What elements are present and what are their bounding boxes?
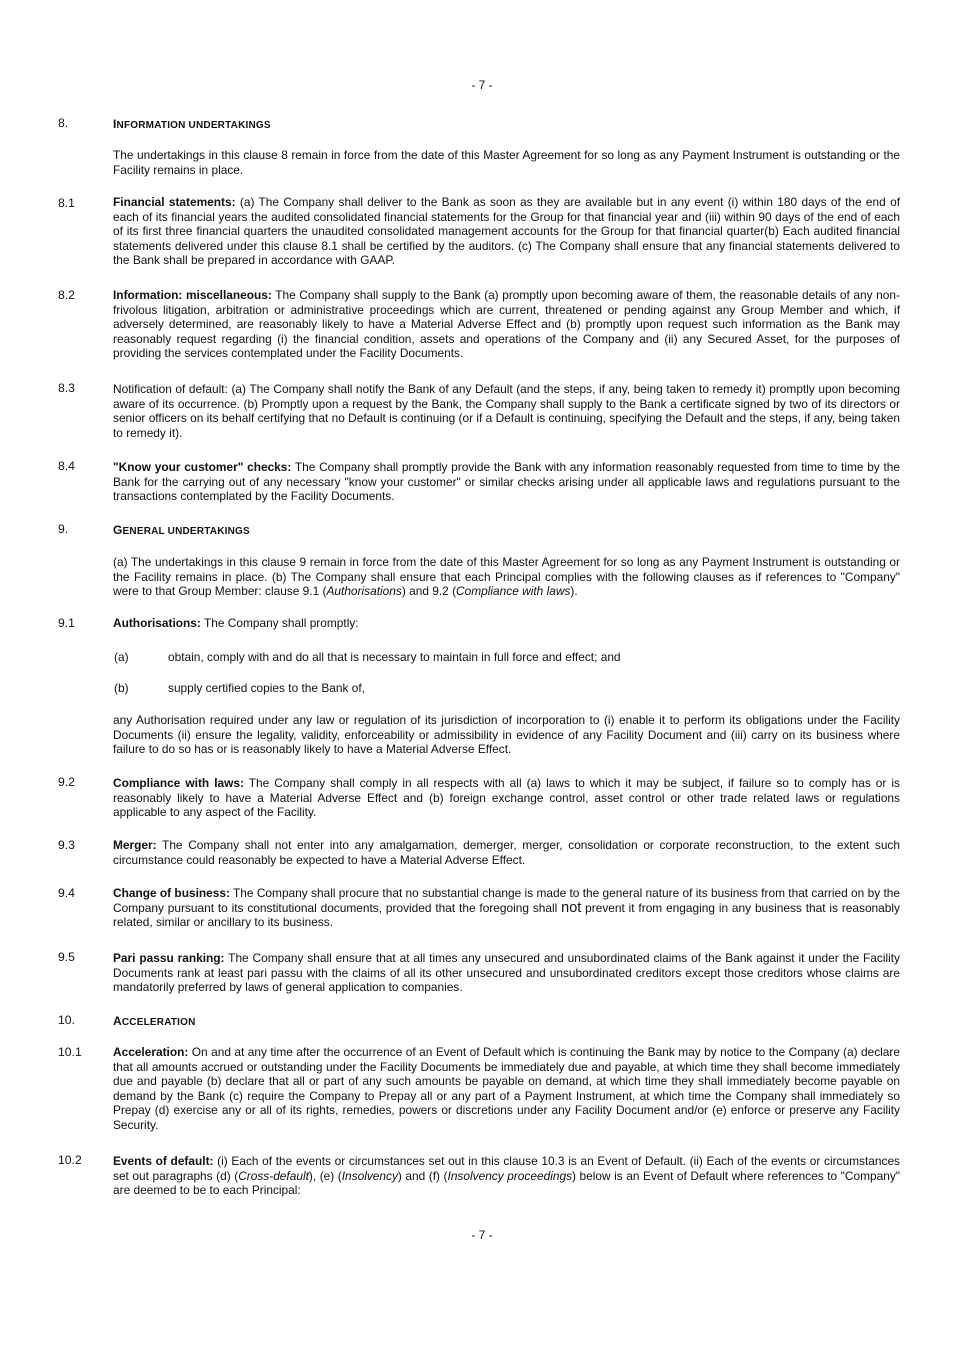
clause-10-2-number: 10.2 <box>58 1153 82 1167</box>
clause-9-5-number: 9.5 <box>58 950 75 964</box>
section-8-number: 8. <box>58 116 69 130</box>
clause-heading: Compliance with laws: <box>113 776 244 790</box>
clause-heading: "Know your customer" checks: <box>113 460 292 474</box>
section-9-number: 9. <box>58 522 69 536</box>
clause-9-2-number: 9.2 <box>58 775 75 789</box>
clause-heading: Pari passu ranking: <box>113 951 225 965</box>
clause-heading: Information: miscellaneous: <box>113 288 272 302</box>
page-number-bottom: - 7 - <box>471 1228 493 1242</box>
clause-heading: Acceleration: <box>113 1045 189 1059</box>
clause-9-1: Authorisations: The Company shall promptly: <box>113 616 359 630</box>
clause-heading: Authorisations: <box>113 616 201 630</box>
clause-8-4-number: 8.4 <box>58 459 75 473</box>
section-10-number: 10. <box>58 1013 75 1027</box>
clause-9-4-number: 9.4 <box>58 886 75 900</box>
page-number-top: - 7 - <box>471 78 493 92</box>
clause-10-1-number: 10.1 <box>58 1045 82 1059</box>
clause-9-3: Merger: The Company shall not enter into any amalgamation, demerger, merger, consolidation or corporate reconstruction, to the extent such circumstance could reasonably be expected to have a Material Adverse Effect. <box>113 838 900 867</box>
clause-9-3-number: 9.3 <box>58 838 75 852</box>
clause-heading: Financial statements: <box>113 195 236 209</box>
clause-heading: Merger: <box>113 838 157 852</box>
clause-8-1: Financial statements: (a) The Company shall deliver to the Bank as soon as they are available but in any event (i) within 180 days of the end of each of its financial years the audited consolidated financial statements for the Group for that financial year and (iii) within 90 days of the end of each of its first three financial quarters the unaudited consolidated management accounts for the Group for that financial quarter(b) Each audited financial statements delivered under this clause 8.1 shall be certified by the auditors. (c) The Company shall ensure that any financial statements delivered to the Bank shall be prepared in accordance with GAAP. <box>113 195 900 268</box>
clause-10-2: Events of default: (i) Each of the events or circumstances set out in this clause 10.3 is an Event of Default. (ii) Each of the events or circumstances set out paragraphs (d) (Cross-default), (e) (Insolvency) and (f) (Insolvency proceedings) below is an Event of Default where references to "Company" are deemed to be to each Principal: <box>113 1154 901 1198</box>
clause-9-1-continuation: any Authorisation required under any law or regulation of its jurisdiction of incorporation to (i) enable it to perform its obligations under the Facility Documents (ii) ensure the legality, validity, enforceability or admissibility in evidence of any Facility Document and (iii) carry on its business where failure to do so has or is reasonably likely to have a Material Adverse Effect. <box>113 713 900 757</box>
section-10-title: ACCELERATION <box>113 1014 196 1028</box>
clause-9-1-item-a-text: obtain, comply with and do all that is necessary to maintain in full force and effect; and <box>168 650 621 664</box>
clause-9-1-item-b-text: supply certified copies to the Bank of, <box>168 681 365 695</box>
clause-8-3: Notification of default: (a) The Company shall notify the Bank of any Default (and the steps, if any, being taken to remedy it) promptly upon becoming aware of its occurrence. (b) Promptly upon a request by the Bank, the Company shall supply to the Bank a certificate signed by two of its directors or senior officers on its behalf certifying that no Default is continuing (or if a Default is continuing, specifying the Default and the steps, if any, being taken to remedy it). <box>113 382 900 440</box>
clause-9-1-item-b-label: (b) <box>114 681 129 695</box>
clause-9-1-item-a-label: (a) <box>114 650 129 664</box>
clause-heading: Change of business: <box>113 886 230 900</box>
clause-9-5: Pari passu ranking: The Company shall ensure that at all times any unsecured and unsubordinated claims of the Bank against it under the Facility Documents rank at least pari passu with the claims of all its other unsecured and unsubordinated creditors except those creditors whose claims are mandatorily preferred by laws of general application to companies. <box>113 951 901 995</box>
clause-10-1: Acceleration: On and at any time after the occurrence of an Event of Default which is continuing the Bank may by notice to the Company (a) declare that all amounts accrued or outstanding under the Facility Documents be immediately due and payable, at which time they shall become immediately due and payable (b) declare that all or part of any such amounts be payable on demand, at which time they shall immediately become payable on demand by the Bank (c) require the Company to Prepay all or any part of a Payment Instrument, at which time the Company shall immediately so Prepay (d) exercise any or all of its rights, remedies, powers or discretions under any Facility Document and/or (e) enforce or preserve any Facility Security. <box>113 1045 900 1132</box>
section-8-title: INFORMATION UNDERTAKINGS <box>113 117 271 131</box>
section-9-title: GENERAL UNDERTAKINGS <box>113 523 250 537</box>
section-8-intro: The undertakings in this clause 8 remain in force from the date of this Master Agreement for so long as any Payment Instrument is outstanding or the Facility remains in place. <box>113 148 900 177</box>
clause-heading: Events of default: <box>113 1154 214 1168</box>
clause-9-1-number: 9.1 <box>58 616 75 630</box>
section-9-intro: (a) The undertakings in this clause 9 remain in force from the date of this Master Agreement for so long as any Payment Instrument is outstanding or the Facility remains in place. (b) The Company shall ensure that each Principal complies with the following clauses as if references to "Company" were to that Group Member: clause 9.1 (Authorisations) and 9.2 (Compliance with laws). <box>113 555 900 599</box>
clause-8-4: "Know your customer" checks: The Company shall promptly provide the Bank with any information reasonably requested from time to time by the Bank for the carrying out of any necessary "know your customer" or similar checks arising under all applicable laws and regulations pursuant to the transactions contemplated by the Facility Documents. <box>113 460 900 504</box>
emphasized-not: not <box>561 899 582 916</box>
clause-9-4: Change of business: The Company shall procure that no substantial change is made to the general nature of its business from that carried on by the Company pursuant to its constitutional documents, provided that the foregoing shall not prevent it from engaging in any business that is reasonably related, similar or ancillary to its business. <box>113 886 900 930</box>
clause-9-2: Compliance with laws: The Company shall comply in all respects with all (a) laws to which it may be subject, if failure so to comply has or is reasonably likely to have a Material Adverse Effect and (b) foreign exchange control, asset control or other trade related laws or regulations applicable to any aspect of the Facility. <box>113 776 900 820</box>
clause-8-3-number: 8.3 <box>58 381 75 395</box>
clause-8-2-number: 8.2 <box>58 288 75 302</box>
clause-8-1-number: 8.1 <box>58 196 75 210</box>
clause-8-2: Information: miscellaneous: The Company shall supply to the Bank (a) promptly upon becoming aware of them, the reasonable details of any non-frivolous litigation, arbitration or administrative proceedings which are current, threatened or pending against any Group Member and which, if adversely determined, are reasonably likely to have a Material Adverse Effect and (b) promptly upon request such information as the Bank may reasonably request regarding (i) the financial condition, assets and operations of the Company and (ii) any Secured Asset, for the purposes of providing the services contemplated under the Facility Documents. <box>113 288 900 361</box>
